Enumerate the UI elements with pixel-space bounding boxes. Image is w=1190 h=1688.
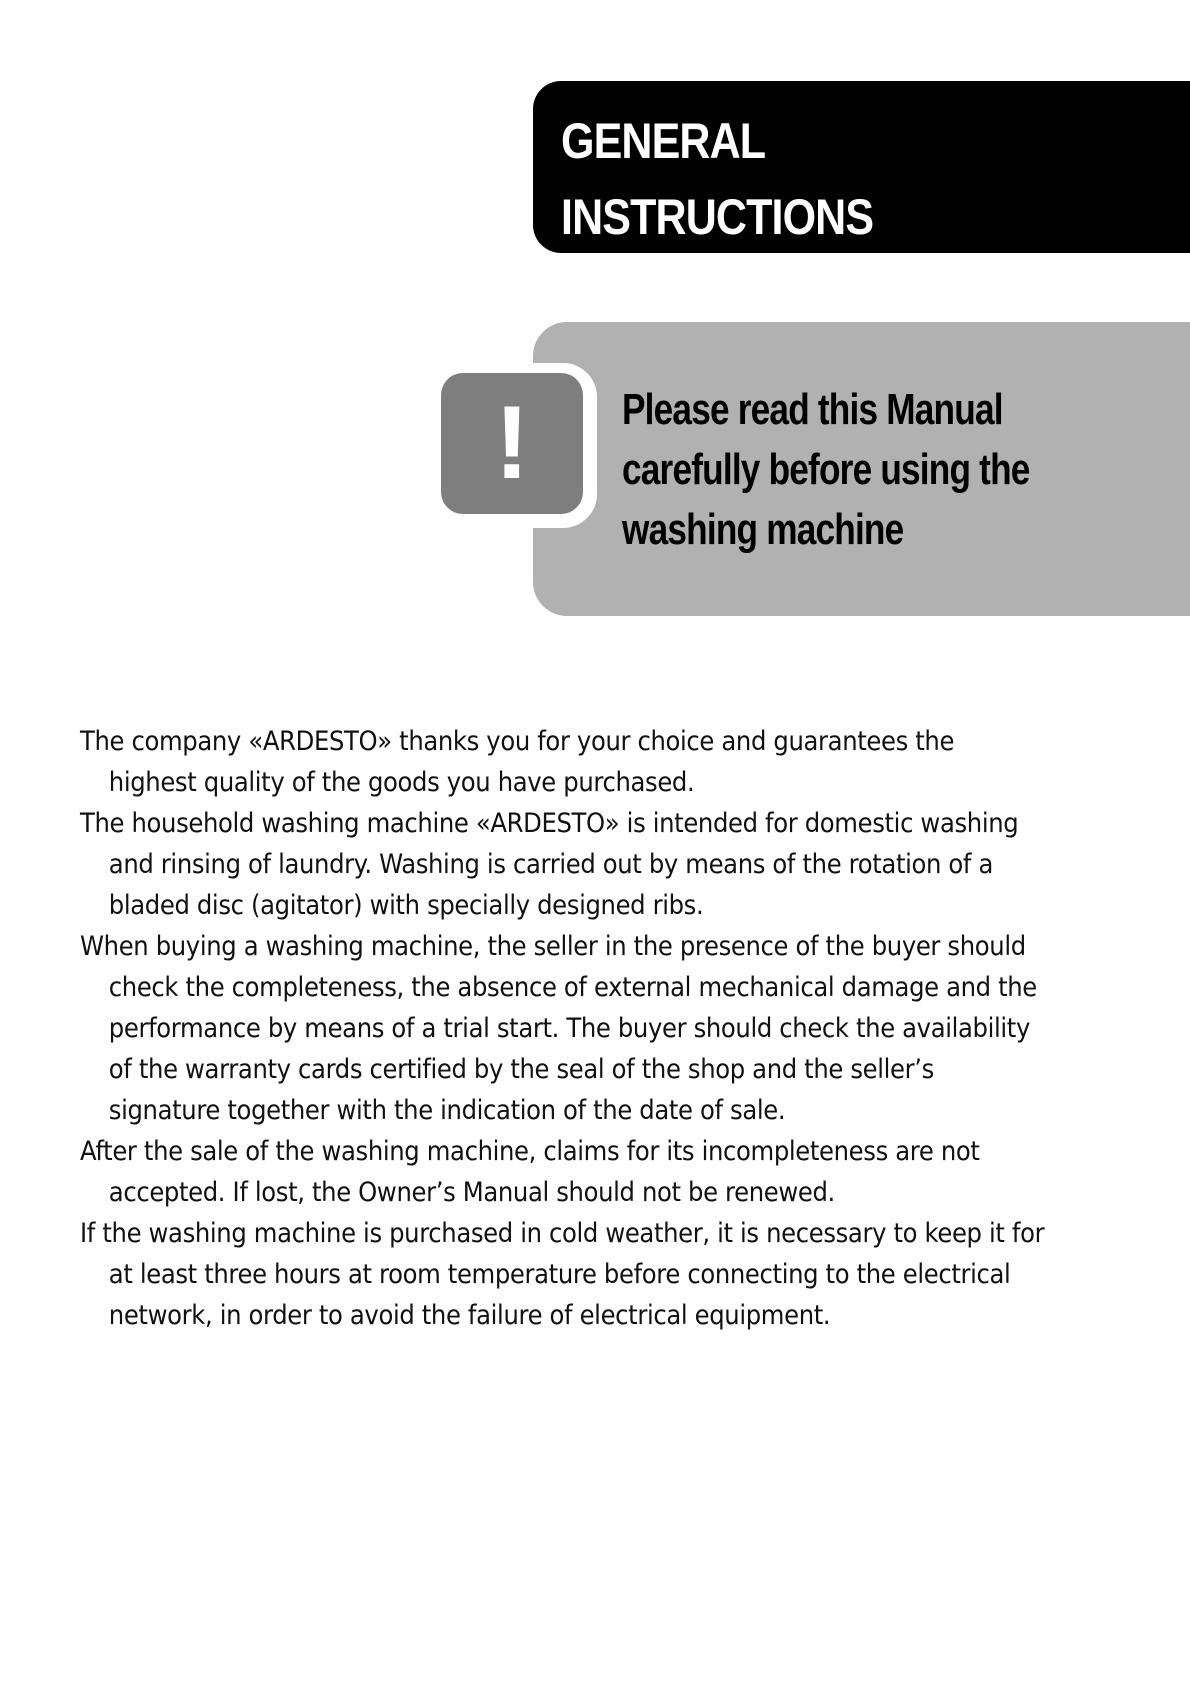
section-title-line1: GENERAL: [561, 113, 766, 169]
body-text: [80, 721, 1060, 1336]
warning-badge: [432, 363, 597, 528]
paragraph-purpose: The household washing machine «ARDESTO» is intended for domestic washing and rinsing of laundry. Washing is carried out by means of the rotation of a bladed disc (agitator) with specially designed ribs.: [80, 808, 1019, 921]
section-title: [561, 103, 1102, 255]
paragraph-claims: After the sale of the washing machine, claims for its incompleteness are not accepted. If lost, the Owner’s Manual should not be renewed.: [80, 1136, 980, 1208]
section-title-line2: INSTRUCTIONS: [561, 189, 874, 245]
paragraph-thanks: The company «ARDESTO» thanks you for your choice and guarantees the highest quality of the goods you have purchased.: [80, 726, 955, 798]
exclamation-icon: !: [441, 373, 583, 514]
notice-text: Please read this Manual carefully before using the washing machine: [622, 385, 1030, 554]
paragraph-buying-check: When buying a washing machine, the seller in the presence of the buyer should check the completeness, the absence of external mechanical damage and the performance by means of a trial start. The buyer should check the availability of the warranty cards certified by the seal of the shop and the seller’s signature together with the indication of the date of sale.: [80, 931, 1037, 1126]
section-header: [533, 81, 1190, 253]
paragraph-cold-weather: If the washing machine is purchased in cold weather, it is necessary to keep it for at least three hours at room temperature before connecting to the electrical network, in order to avoid the failure of electrical equipment.: [80, 1218, 1045, 1331]
